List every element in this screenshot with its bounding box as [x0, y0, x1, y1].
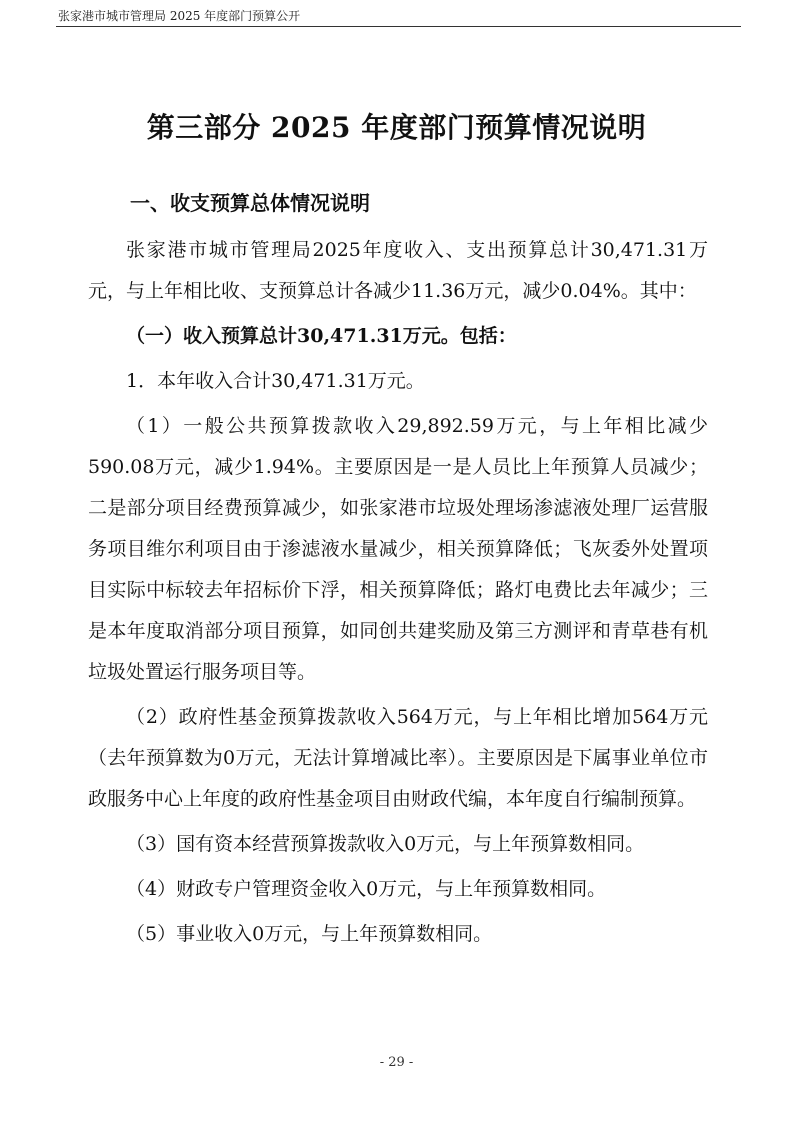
paragraph-income-this-year: 1．本年收入合计30,471.31万元。	[126, 370, 425, 392]
section-heading: 一、收支预算总体情况说明	[130, 191, 370, 215]
header-divider	[56, 26, 741, 27]
paragraph-summary: 张家港市城市管理局2025年度收入、支出预算总计30,471.31万元，与上年相比收、支预算总计各减少11.36万元，减少0.04%。其中：	[88, 239, 708, 302]
body-text	[88, 230, 708, 959]
paragraph-special-account: （4）财政专户管理资金收入0万元，与上年预算数相同。	[126, 878, 607, 900]
subheading-income-total: （一）收入预算总计30,471.31万元。包括：	[126, 325, 517, 347]
running-header: 张家港市城市管理局 2025 年度部门预算公开	[58, 9, 301, 23]
page-title: 第三部分 2025 年度部门预算情况说明	[146, 111, 647, 144]
paragraph-business-income: （5）事业收入0万元，与上年预算数相同。	[126, 923, 493, 945]
paragraph-state-capital: （3）国有资本经营预算拨款收入0万元，与上年预算数相同。	[126, 833, 645, 855]
page-number: - 29 -	[379, 1055, 414, 1070]
paragraph-general-budget: （1）一般公共预算拨款收入29,892.59万元，与上年相比减少590.08万元，减少1.94%。主要原因是一是人员比上年预算人员减少；二是部分项目经费预算减少，如张家港市垃圾处理场渗滤液处理厂运营服务项目维尔利项目由于渗滤液水量减少，相关预算降低；飞灰委外处置项目实际中标较去年招标价下浮，相关预算降低；路灯电费比去年减少；三是本年度取消部分项目预算，如同创共建奖励及第三方测评和青草巷有机垃圾处置运行服务项目等。	[88, 415, 708, 683]
paragraph-government-fund: （2）政府性基金预算拨款收入564万元，与上年相比增加564万元（去年预算数为0万元，无法计算增减比率）。主要原因是下属事业单位市政服务中心上年度的政府性基金项目由财政代编，本年度自行编制预算。	[88, 706, 708, 810]
